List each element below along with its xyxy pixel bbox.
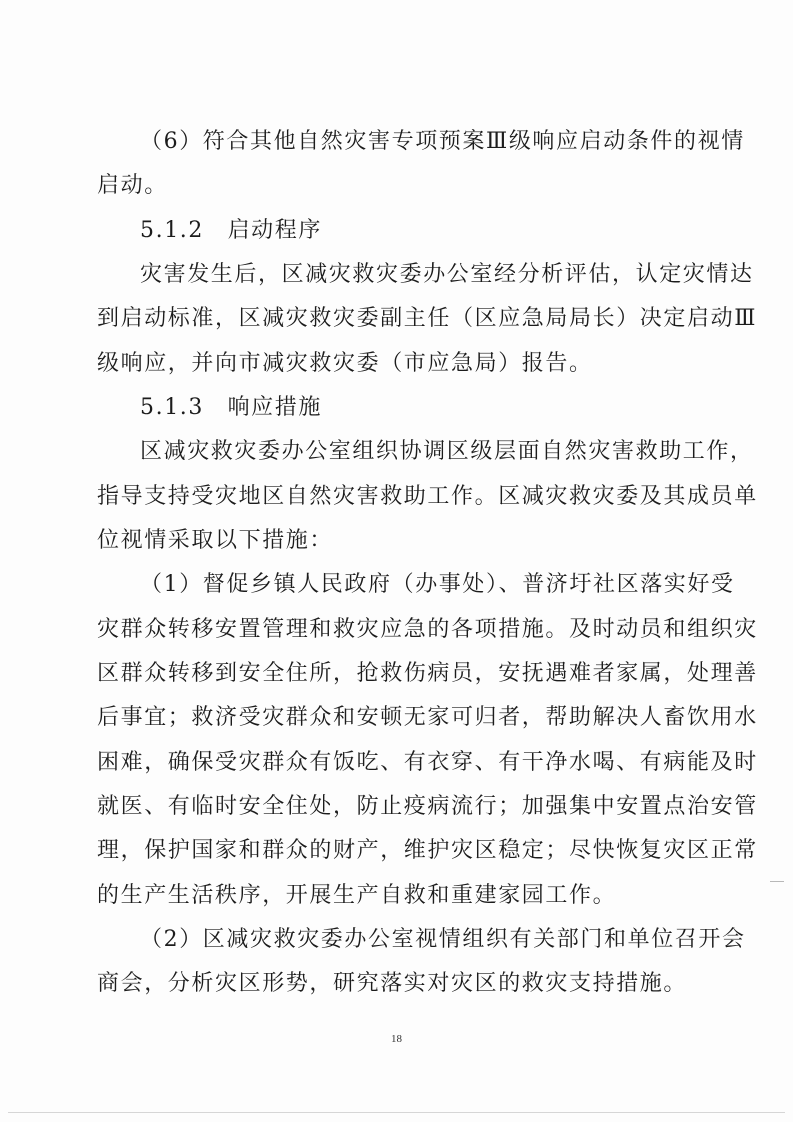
paragraph-line: 区减灾救灾委办公室组织协调区级层面自然灾害救助工作， bbox=[140, 439, 754, 464]
paragraph-line: 区群众转移到安全住所，抢救伤病员，安抚遇难者家属，处理善 bbox=[97, 661, 758, 686]
section-heading-5-1-2: 5.1.2 启动程序 bbox=[140, 218, 322, 243]
paragraph-line: 启动。 bbox=[97, 173, 168, 198]
paragraph-line: （2）区减灾救灾委办公室视情组织有关部门和单位召开会 bbox=[140, 927, 746, 952]
paragraph-line: 就医、有临时安全住处，防止疫病流行；加强集中安置点治安管 bbox=[97, 794, 758, 819]
scan-mark bbox=[770, 881, 784, 882]
footer-rule bbox=[8, 1112, 785, 1113]
paragraph-line: 到启动标准，区减灾救灾委副主任（区应急局局长）决定启动Ⅲ bbox=[97, 306, 758, 331]
paragraph-line: 商会，分析灾区形势，研究落实对灾区的救灾支持措施。 bbox=[97, 971, 688, 996]
page-number: 18 bbox=[391, 1033, 402, 1045]
paragraph-line: 理，保护国家和群众的财产，维护灾区稳定；尽快恢复灾区正常 bbox=[97, 838, 758, 863]
paragraph-line: 困难，确保受灾群众有饭吃、有衣穿、有干净水喝、有病能及时 bbox=[97, 750, 758, 775]
paragraph-line: 指导支持受灾地区自然灾害救助工作。区减灾救灾委及其成员单 bbox=[97, 484, 758, 509]
paragraph-line: 位视情采取以下措施： bbox=[97, 528, 334, 553]
paragraph-line: 级响应，并向市减灾救灾委（市应急局）报告。 bbox=[97, 351, 593, 376]
paragraph-line: （1）督促乡镇人民政府（办事处）、普济圩社区落实好受 bbox=[140, 572, 735, 597]
section-heading-5-1-3: 5.1.3 响应措施 bbox=[140, 395, 322, 420]
paragraph-line: 后事宜；救济受灾群众和安顿无家可归者，帮助解决人畜饮用水 bbox=[97, 705, 758, 730]
paragraph-line: （6）符合其他自然灾害专项预案Ⅲ级响应启动条件的视情 bbox=[140, 129, 745, 154]
paragraph-line: 灾害发生后，区减灾救灾委办公室经分析评估，认定灾情达 bbox=[140, 262, 754, 287]
paragraph-line: 的生产生活秩序，开展生产自救和重建家园工作。 bbox=[97, 883, 617, 908]
paragraph-line: 灾群众转移安置管理和救灾应急的各项措施。及时动员和组织灾 bbox=[97, 617, 758, 642]
